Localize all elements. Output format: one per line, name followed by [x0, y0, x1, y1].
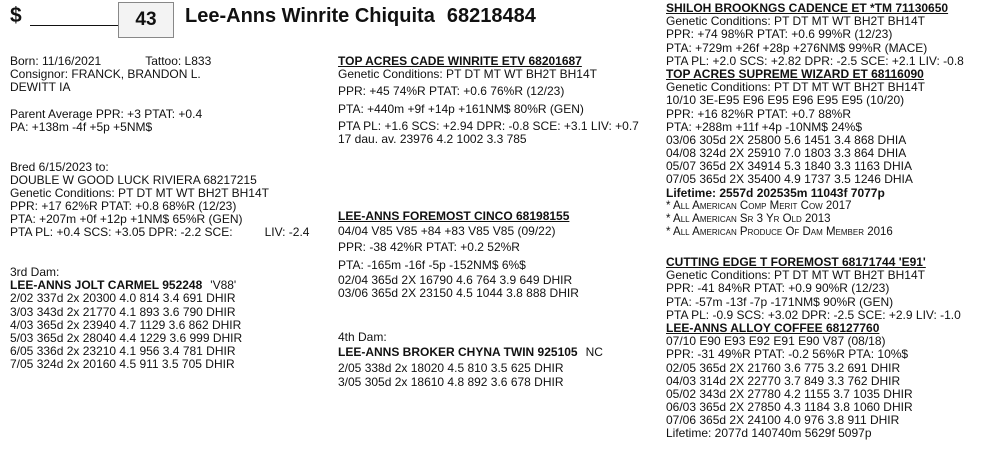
coffee-dam-record: 04/03 314d 2X 22770 3.7 849 3.3 762 DHIR — [666, 373, 901, 388]
paternal-grandsire-title: SHILOH BROOKNGS CADENCE ET *TM 71130650 — [666, 1, 949, 15]
coffee-dam-line: 07/10 E90 E93 E92 E91 E90 V87 (08/18) — [666, 334, 886, 349]
third-dam-name: LEE-ANNS JOLT CARMEL 952248 — [10, 278, 203, 293]
mgs-details — [338, 210, 579, 300]
animal-registration: 68218484 — [446, 5, 536, 27]
lot-number: 43 — [118, 2, 174, 38]
bred-ppr: PPR: +17 62%R PTAT: +0.8 68%R (12/23) — [10, 199, 237, 214]
third-dam-record: 3/03 343d 2x 21770 4.1 893 3.6 790 DHIR — [10, 304, 236, 319]
third-dam-label: 3rd Dam: — [10, 265, 60, 279]
paternal-grandsire-line: Genetic Conditions: PT DT MT WT BH2T BH14T — [666, 14, 925, 29]
coffee-dam-record: 05/02 343d 2X 27780 4.2 1155 3.7 1035 DHIR — [666, 386, 913, 401]
mgs-line: 03/06 365d 2X 23150 4.5 1044 3.8 888 DHIR — [338, 285, 579, 300]
award: * All American Comp Merit Cow 2017 — [666, 199, 852, 212]
award: * All American Sr 3 Yr Old 2013 — [666, 213, 831, 225]
mgs-line: 02/04 365d 2X 16790 4.6 764 3.9 649 DHIR — [338, 272, 573, 287]
maternal-grandsire-record: 05/07 365d 2X 34914 5.3 1840 3.3 1163 DHIA — [666, 159, 912, 174]
animal-details — [10, 55, 309, 372]
coffee-dam-title: LEE-ANNS ALLOY COFFEE 68127760 — [666, 320, 880, 335]
parent-average-ppr: Parent Average PPR: +3 PTAT: +0.4 — [10, 106, 203, 121]
mgs-title: LEE-ANNS FOREMOST CINCO 68198155 — [338, 209, 570, 223]
bred-genetic-conditions: Genetic Conditions: PT DT MT WT BH2T BH14T — [10, 185, 269, 200]
third-dam-record: 6/05 336d 2x 23210 4.1 956 3.4 781 DHIR — [10, 344, 236, 359]
maternal-grandsire-title: TOP ACRES SUPREME WIZARD ET 68116090 — [666, 66, 924, 81]
fourth-dam-nc: NC — [585, 345, 603, 360]
bred-pta-pl-values: PTA PL: +0.4 SCS: +3.05 DPR: -2.2 SCE: — [10, 225, 233, 240]
consignor: Consignor: FRANCK, BRANDON L. — [10, 67, 201, 82]
coffee-dam-record: 02/05 365d 2X 21760 3.6 775 3.2 691 DHIR — [666, 360, 901, 375]
bred-liv: LIV: -2.4 — [264, 225, 310, 240]
third-dam-record: 5/03 365d 2x 28040 4.4 1229 3.6 999 DHIR — [10, 330, 243, 345]
bred-pta: PTA: +207m +0f +12p +1NM$ 65%R (GEN) — [10, 212, 243, 227]
mgs-line: PPR: -38 42%R PTAT: +0.2 52%R — [338, 240, 520, 255]
third-sire-line: PTA PL: -0.9 SCS: +3.02 DPR: -2.5 SCE: +2.9 LIV: -1.0 — [666, 307, 961, 322]
maternal-grandsire-record: 04/08 324d 2X 25910 7.0 1803 3.3 864 DHIA — [666, 146, 907, 161]
fourth-dam-record: 3/05 305d 2x 18610 4.8 892 3.6 678 DHIR — [338, 374, 564, 389]
sire-line: 17 dau. av. 23976 4.2 1002 3.3 785 — [338, 131, 527, 146]
bred-to-sire: DOUBLE W GOOD LUCK RIVIERA 68217215 — [10, 172, 257, 187]
maternal-grandsire-lifetime: Lifetime: 2557d 202535m 11043f 7077p — [666, 185, 885, 200]
third-dam-record: 2/02 337d 2x 20300 4.0 814 3.4 691 DHIR — [10, 291, 236, 306]
third-dam-record: 4/03 365d 2x 23940 4.7 1129 3.6 862 DHIR — [10, 317, 242, 332]
tattoo: Tattoo: L833 — [145, 54, 212, 68]
sire-line: PTA PL: +1.6 SCS: +2.94 DPR: -0.8 SCE: +3.1 LIV: +0.7 — [338, 118, 639, 133]
award: * All American Produce Of Dam Member 2016 — [666, 226, 893, 239]
paternal-grandsire-line: PTA: +729m +26f +28p +276NM$ 99%R (MACE) — [666, 40, 928, 55]
third-dam-score: 'V88' — [210, 278, 237, 293]
maternal-grandsire-line: PPR: +16 82%R PTAT: +0.7 88%R — [666, 106, 851, 121]
sire-line: PTA: +440m +9f +14p +161NM$ 80%R (GEN) — [338, 101, 584, 116]
animal-name: Lee-Anns Winrite Chiquita — [185, 5, 435, 27]
fourth-dam-details — [338, 331, 603, 389]
animal-title — [185, 5, 536, 28]
parent-average-pta: PA: +138m -4f +5p +5NM$ — [10, 119, 153, 134]
right-pedigree — [666, 2, 964, 239]
maternal-grandsire-record: 03/06 305d 2X 25800 5.6 1451 3.4 868 DHIA — [666, 132, 907, 147]
fourth-dam-record: 2/05 338d 2x 18020 4.5 810 3.5 625 DHIR — [338, 361, 564, 376]
maternal-grandsire-line: Genetic Conditions: PT DT MT WT BH2T BH14T — [666, 80, 925, 95]
third-sire-line: Genetic Conditions: PT DT MT WT BH2T BH14T — [666, 268, 925, 283]
third-sire-line: PTA: -57m -13f -7p -171NM$ 90%R (GEN) — [666, 294, 894, 309]
maternal-grandsire-record: 07/05 365d 2X 35400 4.9 1737 3.5 1246 DHIA — [666, 172, 913, 187]
sire-title: TOP ACRES CADE WINRITE ETV 68201687 — [338, 54, 582, 68]
price-dollar-sign: $ — [10, 4, 22, 27]
bred-date: Bred 6/15/2023 to: — [10, 159, 109, 174]
mgs-line: PTA: -165m -16f -5p -152NM$ 6%$ — [338, 257, 526, 272]
fourth-dam-label: 4th Dam: — [338, 330, 387, 344]
paternal-grandsire-line: PTA PL: +2.0 SCS: +2.82 DPR: -2.5 SCE: +2.1 LIV: -0.8 — [666, 53, 964, 68]
coffee-dam-line: PPR: -31 49%R PTAT: -0.2 56%R PTA: 10%$ — [666, 347, 909, 362]
bred-pta-pl — [10, 226, 309, 239]
maternal-grandsire-line: 10/10 3E-E95 E96 E95 E96 E95 E95 (10/20) — [666, 93, 905, 108]
right-pedigree-lower — [666, 256, 961, 441]
fourth-dam-title — [338, 346, 603, 359]
consignor-city: DEWITT IA — [10, 80, 71, 95]
mgs-line: 04/04 V85 V85 +84 +83 V85 V85 (09/22) — [338, 224, 556, 239]
maternal-grandsire-line: PTA: +288m +11f +4p -10NM$ 24%$ — [666, 119, 863, 134]
paternal-grandsire-line: PPR: +74 98%R PTAT: +0.6 99%R (12/23) — [666, 27, 893, 42]
coffee-dam-lifetime: Lifetime: 2077d 140740m 5629f 5097p — [666, 426, 872, 441]
sire-line: Genetic Conditions: PT DT MT WT BH2T BH14T — [338, 67, 597, 82]
sire-side-details — [338, 55, 639, 146]
third-sire-line: PPR: -41 84%R PTAT: +0.9 90%R (12/23) — [666, 281, 890, 296]
sire-line: PPR: +45 74%R PTAT: +0.6 76%R (12/23) — [338, 84, 565, 99]
fourth-dam-name: LEE-ANNS BROKER CHYNA TWIN 925105 — [338, 345, 578, 360]
coffee-dam-record: 07/06 365d 2X 24100 4.0 976 3.8 911 DHIR — [666, 413, 900, 428]
coffee-dam-record: 06/03 365d 2X 27850 4.3 1184 3.8 1060 DHIR — [666, 400, 913, 415]
third-sire-title: CUTTING EDGE T FOREMOST 68171744 'E91' — [666, 255, 926, 269]
third-dam-record: 7/05 324d 2x 20160 4.5 911 3.5 705 DHIR — [10, 357, 235, 372]
price-blank-line[interactable] — [30, 25, 118, 26]
born-date: Born: 11/16/2021 — [10, 54, 102, 68]
